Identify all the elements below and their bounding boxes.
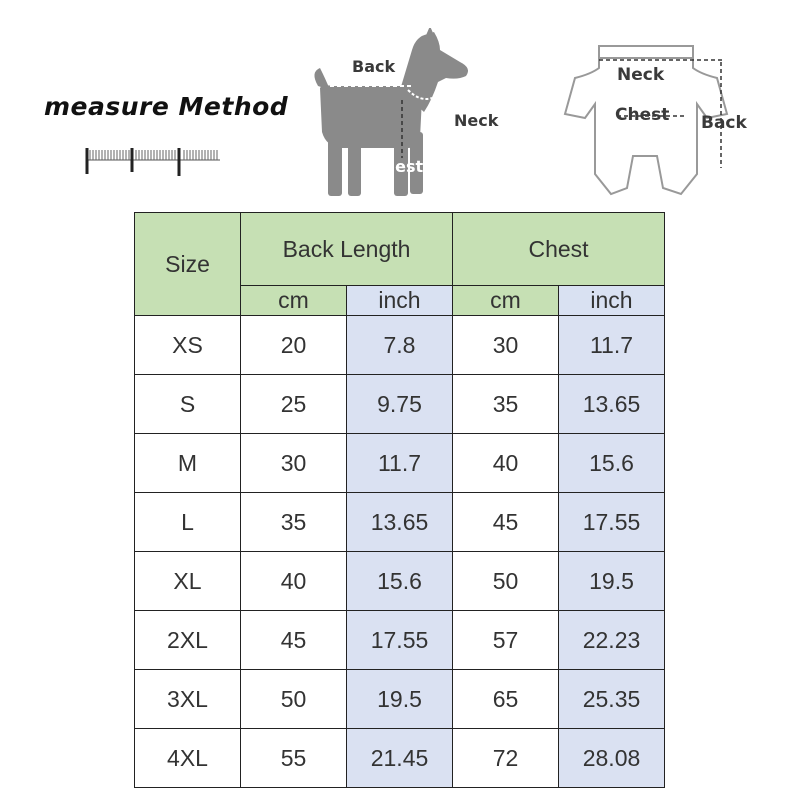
chest-inch-cell: 17.55 <box>559 493 665 552</box>
size-chart-table <box>134 212 665 788</box>
back-inch-cell: 13.65 <box>347 493 453 552</box>
back-cm-cell: 45 <box>241 611 347 670</box>
back-cm-cell: 35 <box>241 493 347 552</box>
chest-cm-cell: 65 <box>453 670 559 729</box>
back-inch-cell: 7.8 <box>347 316 453 375</box>
size-cell: 2XL <box>135 611 241 670</box>
dog-measure-diagram <box>290 28 520 208</box>
dog-neck-label: Neck <box>454 111 499 130</box>
size-header: Size <box>135 213 241 316</box>
chest-cm-cell: 45 <box>453 493 559 552</box>
measure-method-title: measure Method <box>44 92 289 121</box>
table-row <box>135 375 665 434</box>
back-cm-cell: 55 <box>241 729 347 788</box>
table-row <box>135 552 665 611</box>
chest-inch-cell: 28.08 <box>559 729 665 788</box>
dog-back-label: Back <box>352 57 396 76</box>
back-inch-cell: 17.55 <box>347 611 453 670</box>
back-cm-cell: 40 <box>241 552 347 611</box>
chest-cm-cell: 50 <box>453 552 559 611</box>
chest-cm-cell: 30 <box>453 316 559 375</box>
back-inch-cell: 11.7 <box>347 434 453 493</box>
chest-inch-header: inch <box>559 286 665 316</box>
size-cell: XS <box>135 316 241 375</box>
chest-cm-cell: 72 <box>453 729 559 788</box>
shirt-measure-diagram <box>555 38 755 203</box>
table-row <box>135 670 665 729</box>
chest-cm-header: cm <box>453 286 559 316</box>
size-cell: 3XL <box>135 670 241 729</box>
back-cm-cell: 25 <box>241 375 347 434</box>
table-row <box>135 316 665 375</box>
table-row <box>135 729 665 788</box>
dog-chest-label: Chest <box>372 157 424 176</box>
back-cm-cell: 50 <box>241 670 347 729</box>
chest-inch-cell: 25.35 <box>559 670 665 729</box>
back-cm-cell: 20 <box>241 316 347 375</box>
size-cell: XL <box>135 552 241 611</box>
back-inch-cell: 15.6 <box>347 552 453 611</box>
ruler-icon <box>84 146 224 178</box>
back-length-header: Back Length <box>241 213 453 286</box>
size-cell: S <box>135 375 241 434</box>
back-cm-cell: 30 <box>241 434 347 493</box>
chest-inch-cell: 22.23 <box>559 611 665 670</box>
shirt-back-label: Back <box>701 113 747 133</box>
shirt-neck-label: Neck <box>617 65 665 85</box>
table-row <box>135 493 665 552</box>
chest-cm-cell: 57 <box>453 611 559 670</box>
size-cell: M <box>135 434 241 493</box>
chest-inch-cell: 15.6 <box>559 434 665 493</box>
size-cell: L <box>135 493 241 552</box>
back-inch-cell: 19.5 <box>347 670 453 729</box>
back-inch-header: inch <box>347 286 453 316</box>
chest-cm-cell: 40 <box>453 434 559 493</box>
table-row <box>135 434 665 493</box>
back-inch-cell: 21.45 <box>347 729 453 788</box>
back-inch-cell: 9.75 <box>347 375 453 434</box>
chest-inch-cell: 13.65 <box>559 375 665 434</box>
shirt-chest-label: Chest <box>615 105 670 125</box>
chest-inch-cell: 19.5 <box>559 552 665 611</box>
size-cell: 4XL <box>135 729 241 788</box>
table-row <box>135 611 665 670</box>
chest-header: Chest <box>453 213 665 286</box>
back-cm-header: cm <box>241 286 347 316</box>
chest-inch-cell: 11.7 <box>559 316 665 375</box>
chest-cm-cell: 35 <box>453 375 559 434</box>
